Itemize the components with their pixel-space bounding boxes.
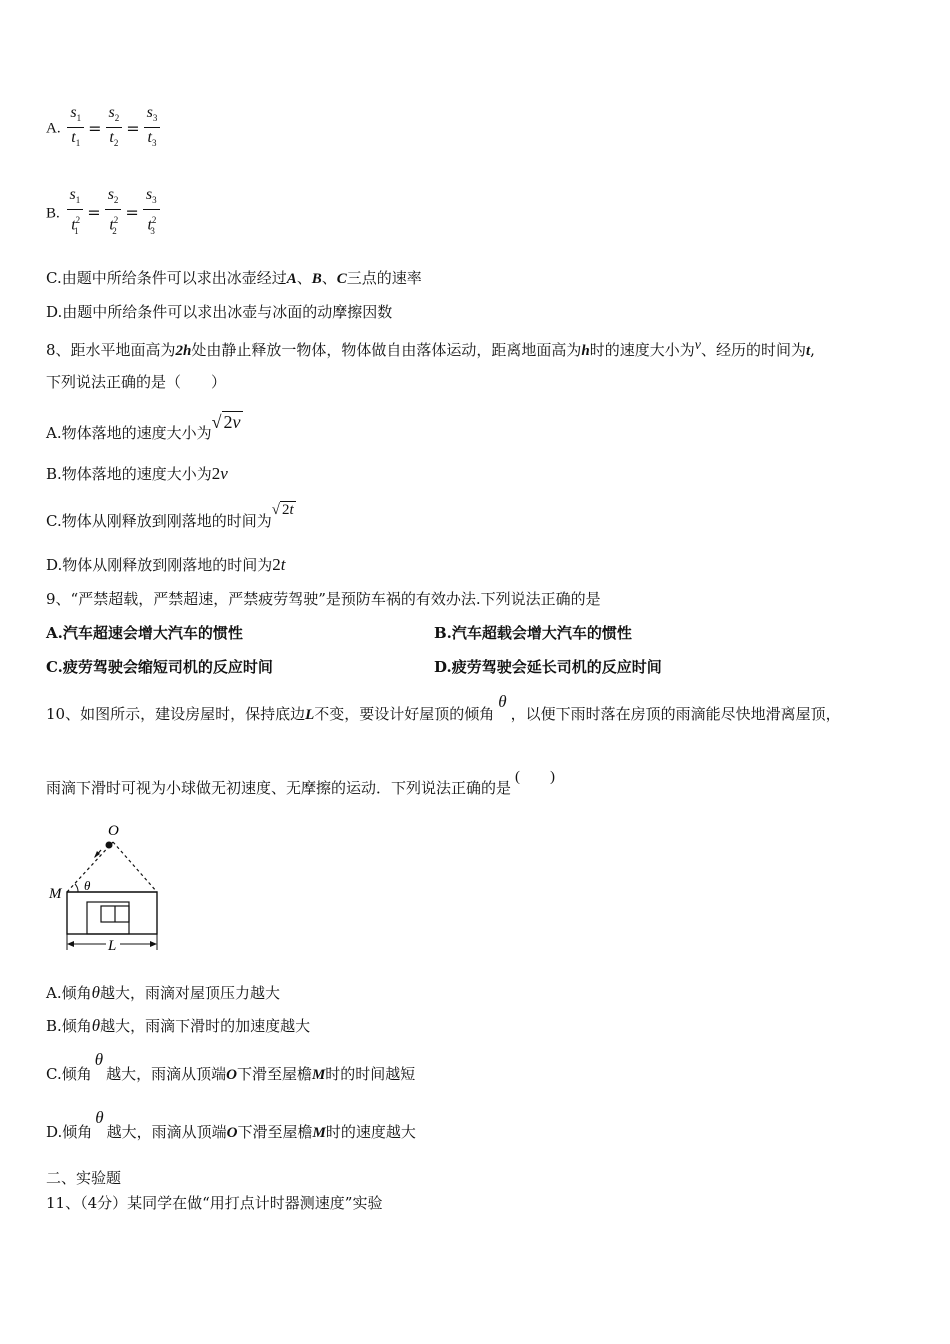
house-door-frame [87,902,129,934]
label-O: O [108,823,119,839]
option-8d: D.物体从刚释放到刚落地的时间为2t [46,555,286,574]
option-9a: A.汽车超速会增大汽车的惯性 [46,624,243,642]
option-9d: D.疲劳驾驶会延长司机的反应时间 [434,658,662,676]
question-10-line2: 雨滴下滑时可视为小球做无初速度、无摩擦的运动．下列说法正确的是( ) [46,769,556,797]
question-9-stem: 9、“严禁超载，严禁超速，严禁疲劳驾驶”是预防车祸的有效办法.下列说法正确的是 [46,590,601,608]
house-wall [67,892,157,934]
option-10c: C.倾角θ越大，雨滴从顶端O下滑至屋檐M时的时间越短 [46,1050,416,1083]
question-11-stem: 11、（4分）某同学在做“用打点计时器测速度”实验 [46,1194,383,1212]
label-M: M [49,886,62,902]
option-9c: C.疲劳驾驶会缩短司机的反应时间 [46,658,273,676]
sqrt-2v: √ 2v [211,412,241,432]
option-8a: A.物体落地的速度大小为√ 2v [46,412,241,442]
question-8-line2: 下列说法正确的是（ ） [46,373,227,391]
fraction-s2-t2: $\frac{s_2}{t_2}$ [106,104,123,153]
option-7b: B. $\frac{s_1}{t^2_1}$ = $\frac{s_2}{t^2_2}$ = $\frac{s_3}{t^2_3}$ [46,186,162,241]
option-7c: C.由题中所给条件可以求出冰壶经过A、B、C三点的速率 [46,269,422,287]
question-10-stem: 10、如图所示，建设房屋时，保持底边L不变，要设计好屋顶的倾角θ，以便下雨时落在房顶的雨滴能尽快地滑离屋顶， [46,692,841,723]
roof-right-slope [113,842,157,892]
option-10d: D.倾角θ越大，雨滴从顶端O下滑至屋檐M时的速度越大 [46,1108,416,1141]
fraction-s1-t1sq: $\frac{s_1}{t^2_1}$ [67,186,84,241]
label-theta: θ [84,878,91,893]
fraction-s2-t2sq: $\frac{s_2}{t^2_2}$ [105,186,122,241]
option-9b: B.汽车超载会增大汽车的惯性 [434,624,632,642]
sqrt-2t: √ 2t [271,502,294,518]
fraction-s3-t3: $\frac{s_3}{t_3}$ [144,104,161,153]
section-2-title: 二、实验题 [46,1169,122,1187]
roof-diagram [46,820,166,955]
fraction-s1-t1: $\frac{s_1}{t_1}$ [67,104,84,153]
fraction-s3-t3sq: $\frac{s_3}{t^2_3}$ [143,186,160,241]
option-10a: A.倾角θ越大，雨滴对屋顶压力越大 [46,983,280,1002]
option-7a: A. $\frac{s_1}{t_1}$ = $\frac{s_2}{t_2}$ = $\frac{s_3}{t_3}$ [46,104,162,153]
option-10b: B.倾角θ越大，雨滴下滑时的加速度越大 [46,1016,311,1035]
option-8b: B.物体落地的速度大小为2v [46,464,228,483]
option-7d: D.由题中所给条件可以求出冰壶与冰面的动摩擦因数 [46,303,393,321]
raindrop [106,842,113,849]
question-8-stem: 8、距水平地面高为2h处由静止释放一物体，物体做自由落体运动，距离地面高为h时的速度大小为v、经历的时间为t, [46,338,815,359]
option-8c: C.物体从刚释放到刚落地的时间为√ 2t [46,502,294,530]
label-L: L [108,938,117,954]
